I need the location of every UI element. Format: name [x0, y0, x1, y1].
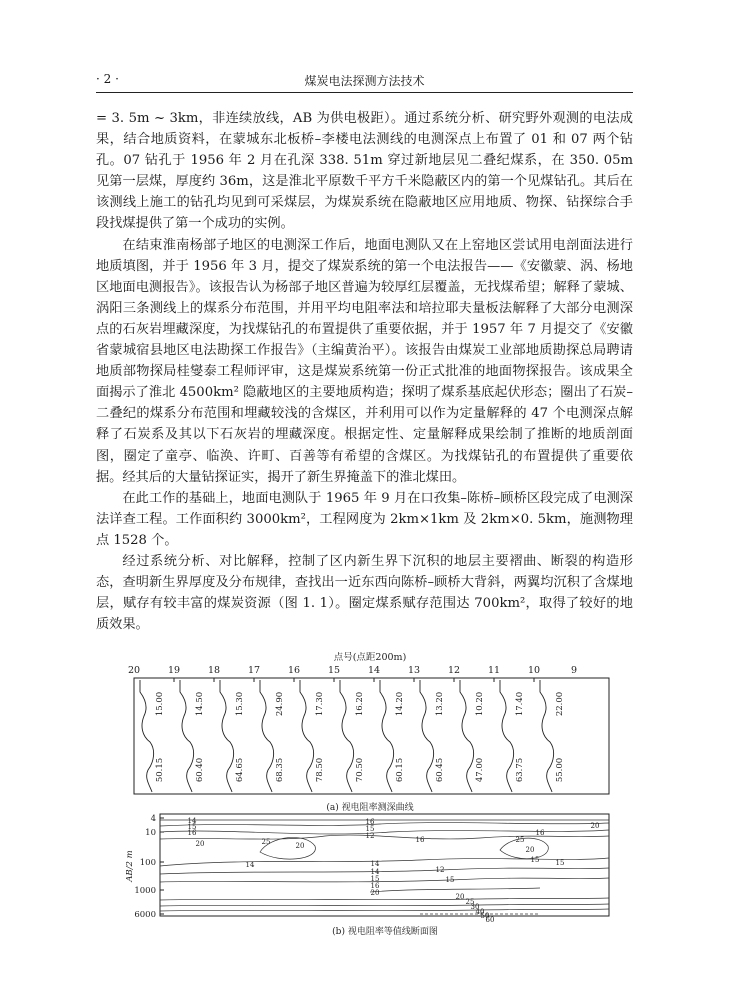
contour-label: 14 [370, 860, 380, 868]
sounding-top-value: 17.40 [515, 691, 525, 717]
contour-label: 20 [295, 842, 305, 850]
contour-label: 15 [530, 856, 540, 864]
page-number: · 2 · [96, 72, 119, 86]
y-tick-label: 100 [139, 858, 156, 868]
running-header [96, 70, 633, 93]
figure-graphic [120, 652, 620, 942]
sounding-curve [340, 680, 354, 792]
sounding-bottom-value: 64.65 [235, 757, 245, 783]
contour-label: 15 [555, 859, 565, 867]
contour-label: 16 [187, 829, 197, 837]
sounding-panel-frame [134, 678, 609, 794]
sounding-top-value: 14.20 [395, 691, 405, 717]
point-label: 14 [367, 665, 381, 676]
sounding-curve [300, 680, 314, 792]
sounding-bottom-value: 60.45 [435, 757, 445, 783]
contour-label: 20 [370, 889, 380, 897]
paragraph: 在此工作的基础上，地面电测队于 1965 年 9 月在口孜集–陈桥–顾桥区段完成了电测深法详查工程。工作面积约 3000km²，工程网度为 2km×1km 及 2km×0. 5km，施测物理点 1528 个。 [96, 490, 633, 548]
contour-label: 12 [365, 832, 375, 840]
sounding-curve [380, 680, 394, 792]
contour-label: 16 [365, 818, 375, 826]
sounding-top-value: 15.30 [235, 691, 245, 717]
y-tick-label: 10 [145, 828, 156, 838]
sounding-curve [540, 680, 554, 792]
contour-label: 16 [535, 829, 545, 837]
figure-1-1 [120, 652, 620, 942]
point-label: 16 [287, 665, 301, 676]
sounding-bottom-value: 70.50 [355, 757, 365, 783]
contour-label: 30 [470, 903, 480, 911]
contour-label: 20 [195, 840, 205, 848]
point-label: 17 [247, 665, 261, 676]
point-label: 15 [327, 665, 341, 676]
y-axis-label: AB/2 m [125, 850, 135, 882]
contour-label: 25 [515, 836, 525, 844]
sounding-bottom-value: 60.15 [395, 757, 405, 783]
point-label: 18 [207, 665, 221, 676]
point-label: 13 [407, 665, 421, 676]
sounding-bottom-value: 47.00 [475, 757, 485, 783]
running-title: 煤炭电法探测方法技术 [304, 74, 425, 88]
body-text [96, 108, 633, 635]
sounding-curve [220, 680, 234, 792]
contour-label: 40 [475, 908, 485, 916]
sounding-top-value: 22.00 [555, 691, 565, 717]
sounding-curve [460, 680, 474, 792]
y-tick-label: 4 [150, 814, 156, 824]
y-tick-label: 6000 [134, 910, 156, 920]
point-label: 9 [570, 665, 578, 676]
point-label: 20 [127, 665, 141, 676]
sounding-top-value: 24.90 [275, 691, 285, 717]
sounding-top-value: 15.00 [155, 691, 165, 717]
sounding-curve [260, 680, 274, 792]
caption-b: (b) 视电阻率等值线断面图 [332, 927, 438, 937]
caption-a: (a) 视电阻率测深曲线 [326, 803, 414, 813]
contour-label: 12 [435, 866, 445, 874]
sounding-top-value: 10.20 [475, 691, 485, 717]
sounding-top-value: 14.50 [195, 691, 205, 717]
contour-label: 15 [365, 825, 375, 833]
contour-label: 20 [590, 822, 600, 830]
sounding-bottom-value: 78.50 [315, 757, 325, 783]
sounding-bottom-value: 50.15 [155, 757, 165, 783]
sounding-curve [180, 680, 194, 792]
sounding-curve [140, 680, 154, 792]
contour-label: 15 [445, 876, 455, 884]
sounding-curve [420, 680, 434, 792]
point-label: 12 [447, 665, 461, 676]
contour-label: 25 [465, 898, 475, 906]
contour-label: 60 [485, 916, 495, 924]
contour-label: 14 [245, 861, 255, 869]
figure-top-title: 点号(点距200m) [333, 652, 407, 663]
paragraph: 在结束淮南杨部子地区的电测深工作后，地面电测队又在上窑地区尝试用电剖面法进行地质填图，并于 1956 年 3 月，提交了煤炭系统的第一个电法报告——《安徽蒙、涡、杨地区地面电测报告》。该报告认为杨部子地区普遍为较厚红层覆盖，无找煤希望；解释了蒙城、涡阳三条测线上的煤系分布范围，并用平均电阻率法和培拉耶夫量板法解释了大部分电测深点的石灰岩埋藏深度，为找煤钻孔的布置提供了重要依据，并于 1957 年 7 月提交了《安徽省蒙城宿县地区电法勘探工作报告》（主编黄治平）。该报告由煤炭工业部地质勘探总局聘请地质部物探局桂燮泰工程师评审，这是煤炭系统第一份正式批准的地面物探报告。该成果全面揭示了淮北 4500km² 隐蔽地区的主要地质构造；探明了煤系基底起伏形态；圈出了石炭–二叠纪的煤系分布范围和埋藏较浅的含煤区，并利用可以作为定量解释的 47 个电测深点解释了石炭系及其以下石灰岩的埋藏深度。根据定性、定量解释成果绘制了推断的地质剖面图，圈定了童亭、临涣、许町、百善等有希望的含煤区。为找煤钻孔的布置提供了重要依据。经其后的大量钻探证实，揭开了新生界掩盖下的淮北煤田。 [96, 237, 633, 485]
contour-label: 16 [370, 882, 380, 890]
contour-label: 25 [261, 838, 271, 846]
contour-label: 15 [187, 823, 197, 831]
sounding-bottom-value: 55.00 [555, 757, 565, 783]
sounding-top-value: 17.30 [315, 691, 325, 717]
sounding-curve [500, 680, 514, 792]
contour-label: 14 [187, 817, 197, 825]
contour-label: 50 [480, 912, 490, 920]
sounding-bottom-value: 63.75 [515, 757, 525, 783]
point-label: 11 [487, 665, 501, 676]
contour-label: 16 [415, 836, 425, 844]
contour-label: 15 [370, 875, 380, 883]
point-label: 19 [167, 665, 181, 676]
sounding-bottom-value: 60.40 [195, 757, 205, 783]
contour-label: 20 [455, 893, 465, 901]
sounding-top-value: 16.20 [355, 691, 365, 717]
contour-label: 20 [525, 846, 535, 854]
contour-label: 14 [370, 868, 380, 876]
point-label: 10 [527, 665, 541, 676]
sounding-top-value: 13.20 [435, 691, 445, 717]
paragraph: = 3. 5m ~ 3km，非连续放线，AB 为供电极距）。通过系统分析、研究野外观测的电法成果，结合地质资料，在蒙城东北板桥–李楼电法测线的电测深点上布置了 01 和 07 两个钻孔。07 钻孔于 1956 年 2 月在孔深 338. 51m 穿过新地层见二叠纪煤系，在 350. 05m 见第一层煤，厚度约 36m，这是淮北平原数千平方千米隐蔽区内的第一个见煤钻孔。其后在该测线上施工的钻孔均见到可采煤层，为煤炭系统在隐蔽地区应用地质、物探、钻探综合手段找煤提供了第一个成功的实例。 [96, 111, 633, 232]
y-tick-label: 1000 [134, 886, 156, 896]
paragraph: 经过系统分析、对比解释，控制了区内新生界下沉积的地层主要褶曲、断裂的构造形态，查明新生界厚度及分布规律，查找出一近东西向陈桥–顾桥大背斜，两翼均沉积了含煤地层，赋存有较丰富的煤炭资源（图 1. 1）。圈定煤系赋存范围达 700km²，取得了较好的地质效果。 [96, 553, 633, 633]
sounding-bottom-value: 68.35 [275, 757, 285, 783]
